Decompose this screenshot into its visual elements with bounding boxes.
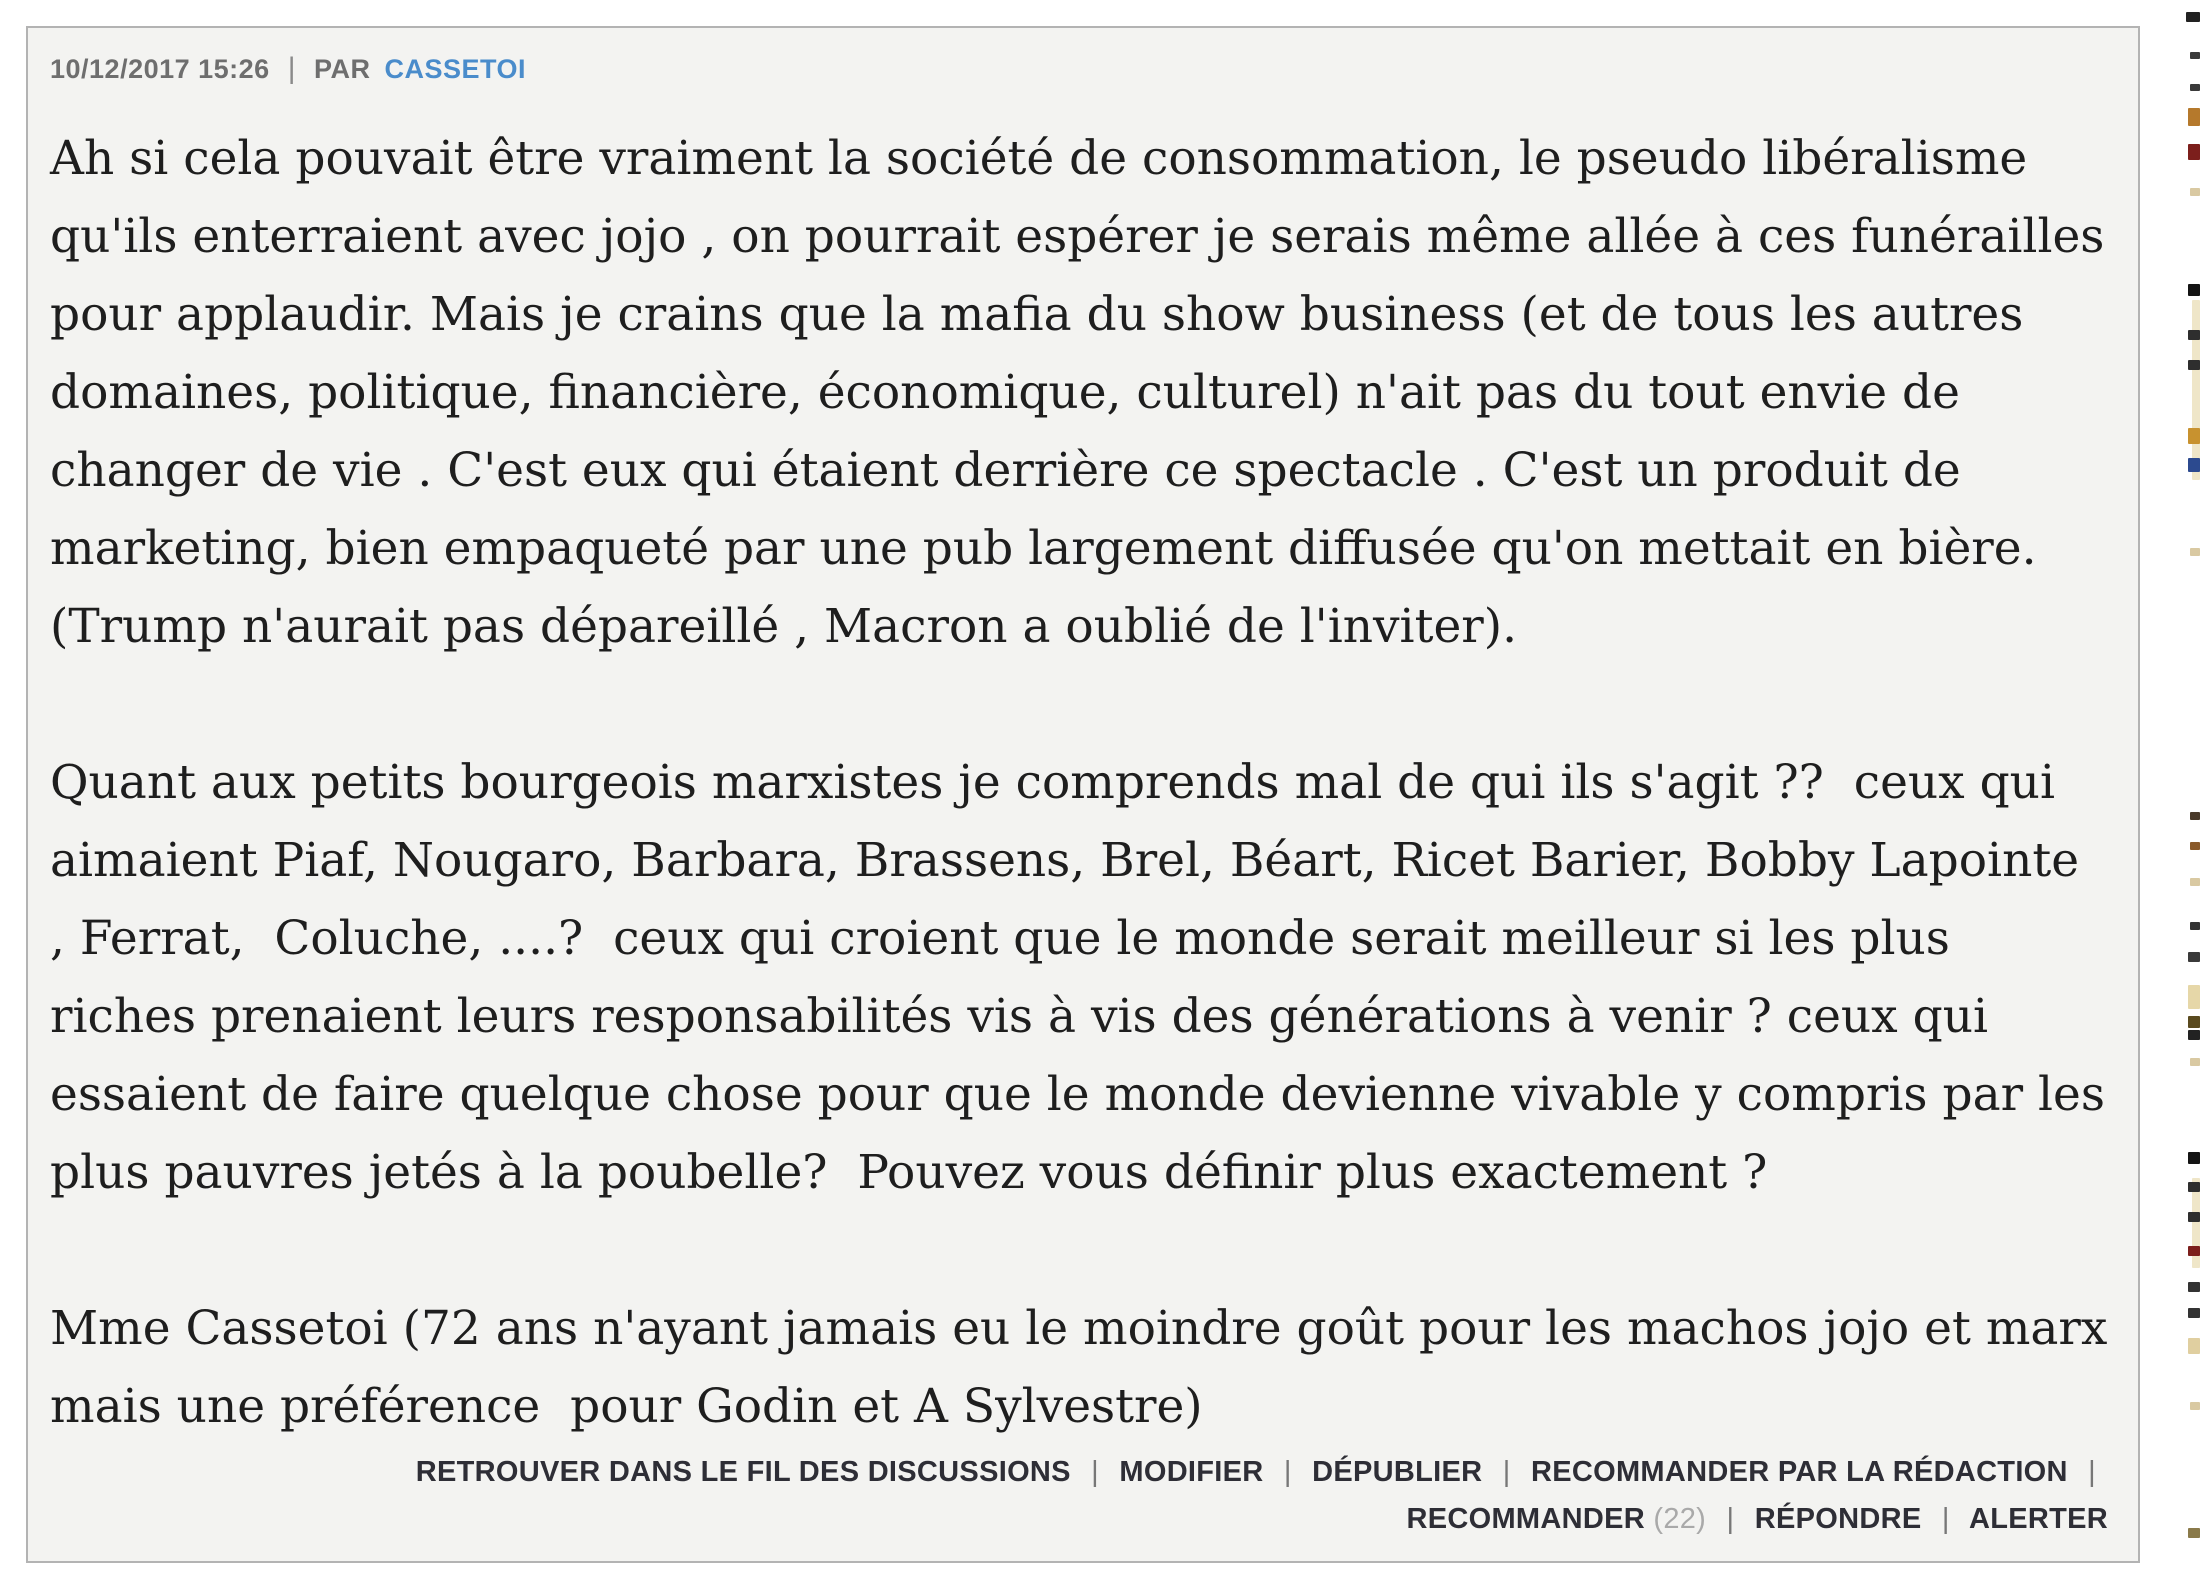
clipped-fragment bbox=[2188, 1528, 2200, 1538]
comment-card bbox=[26, 26, 2140, 1563]
clipped-fragment bbox=[2188, 360, 2200, 370]
clipped-fragment bbox=[2188, 1246, 2200, 1256]
action-repondre[interactable]: RÉPONDRE bbox=[1754, 1503, 1922, 1535]
action-depublier[interactable]: DÉPUBLIER bbox=[1312, 1456, 1483, 1488]
action-alerter[interactable]: ALERTER bbox=[1968, 1503, 2108, 1535]
clipped-fragment bbox=[2188, 985, 2200, 1009]
recommander-label: RECOMMANDER bbox=[1406, 1503, 1645, 1535]
author-link[interactable]: CASSETOI bbox=[384, 53, 527, 84]
clipped-fragment bbox=[2188, 1016, 2200, 1028]
recommander-count: (22) bbox=[1653, 1503, 1707, 1535]
clipped-fragment bbox=[2188, 952, 2200, 962]
clipped-fragment bbox=[2188, 284, 2200, 296]
clipped-fragment bbox=[2190, 812, 2200, 820]
action-separator: | bbox=[2088, 1456, 2096, 1488]
byline-label: PAR bbox=[314, 53, 371, 84]
comment-paragraph-2: Quant aux petits bourgeois marxistes je comprends mal de qui ils s'agit ?? ceux qui aimaient Piaf, Nougaro, Barbara, Brassens, Brel, Béart, Ricet Barier, Bobby Lapointe , Ferrat, Coluche, ....? ceux qui croient que le monde serait meilleur si les plus riches prenaient leurs responsabilités vis à vis des générations à venir ? ceux qui essaient de faire quelque chose pour que le monde devienne vivable y compris par les plus pauvres jetés à la poubelle? Pouvez vous définir plus exactement ? bbox=[50, 755, 2120, 1200]
action-modifier[interactable]: MODIFIER bbox=[1119, 1456, 1264, 1488]
header-separator: | bbox=[287, 52, 296, 85]
actions-row-2 bbox=[50, 1496, 2108, 1543]
clipped-fragment bbox=[2190, 548, 2200, 556]
comment-paragraph-1: Ah si cela pouvait être vraiment la société de consommation, le pseudo libéralisme qu'ils enterraient avec jojo , on pourrait espérer je serais même allée à ces funérailles pour applaudir. Mais je crains que la mafia du show business (et de tous les autres domaines, politique, financière, économique, culturel) n'ait pas du tout envie de changer de vie . C'est eux qui étaient derrière ce spectacle . C'est un produit de marketing, bien empaqueté par une pub largement diffusée qu'on mettait en bière. (Trump n'aurait pas dépareillé , Macron a oublié de l'inviter). bbox=[50, 131, 2120, 654]
clipped-fragment bbox=[2188, 1282, 2200, 1292]
clipped-fragment bbox=[2188, 330, 2200, 340]
comment-paragraph-3: Mme Cassetoi (72 ans n'ayant jamais eu le moindre goût pour les machos jojo et marx mais une préférence pour Godin et A Sylvestre) bbox=[50, 1301, 2123, 1434]
action-recommander[interactable] bbox=[1406, 1503, 1706, 1535]
clipped-fragment bbox=[2190, 84, 2200, 91]
clipped-fragment bbox=[2188, 144, 2200, 160]
clipped-fragment bbox=[2192, 1178, 2200, 1268]
clipped-fragment bbox=[2190, 52, 2200, 59]
clipped-fragment bbox=[2190, 188, 2200, 196]
clipped-fragment bbox=[2188, 1152, 2200, 1164]
clipped-fragment bbox=[2190, 1402, 2200, 1410]
clipped-fragment bbox=[2190, 842, 2200, 850]
clipped-fragment bbox=[2190, 1058, 2200, 1066]
comment-timestamp: 10/12/2017 15:26 bbox=[50, 53, 270, 84]
clipped-fragment bbox=[2188, 1338, 2200, 1354]
clipped-fragment bbox=[2190, 922, 2200, 930]
clipped-fragment bbox=[2188, 108, 2200, 126]
clipped-fragment bbox=[2186, 12, 2200, 22]
clipped-right-content bbox=[2184, 0, 2200, 1589]
action-separator: | bbox=[1502, 1456, 1511, 1488]
action-recommander-redaction[interactable]: RECOMMANDER PAR LA RÉDACTION bbox=[1530, 1456, 2068, 1488]
actions-row-1 bbox=[50, 1449, 2108, 1496]
action-separator: | bbox=[1091, 1456, 1100, 1488]
action-separator: | bbox=[1726, 1503, 1735, 1535]
comment-body bbox=[50, 120, 2123, 1446]
clipped-fragment bbox=[2192, 300, 2200, 480]
clipped-fragment bbox=[2188, 428, 2200, 444]
comment-header bbox=[50, 52, 2108, 86]
clipped-fragment bbox=[2188, 458, 2200, 472]
comment-actions bbox=[50, 1449, 2108, 1543]
action-retrouver-fil-discussions[interactable]: RETROUVER DANS LE FIL DES DISCUSSIONS bbox=[415, 1456, 1071, 1488]
clipped-fragment bbox=[2188, 1182, 2200, 1192]
clipped-fragment bbox=[2188, 1030, 2200, 1040]
clipped-fragment bbox=[2188, 1212, 2200, 1222]
action-separator: | bbox=[1941, 1503, 1950, 1535]
action-separator: | bbox=[1283, 1456, 1292, 1488]
clipped-fragment bbox=[2188, 1308, 2200, 1318]
clipped-fragment bbox=[2190, 878, 2200, 886]
